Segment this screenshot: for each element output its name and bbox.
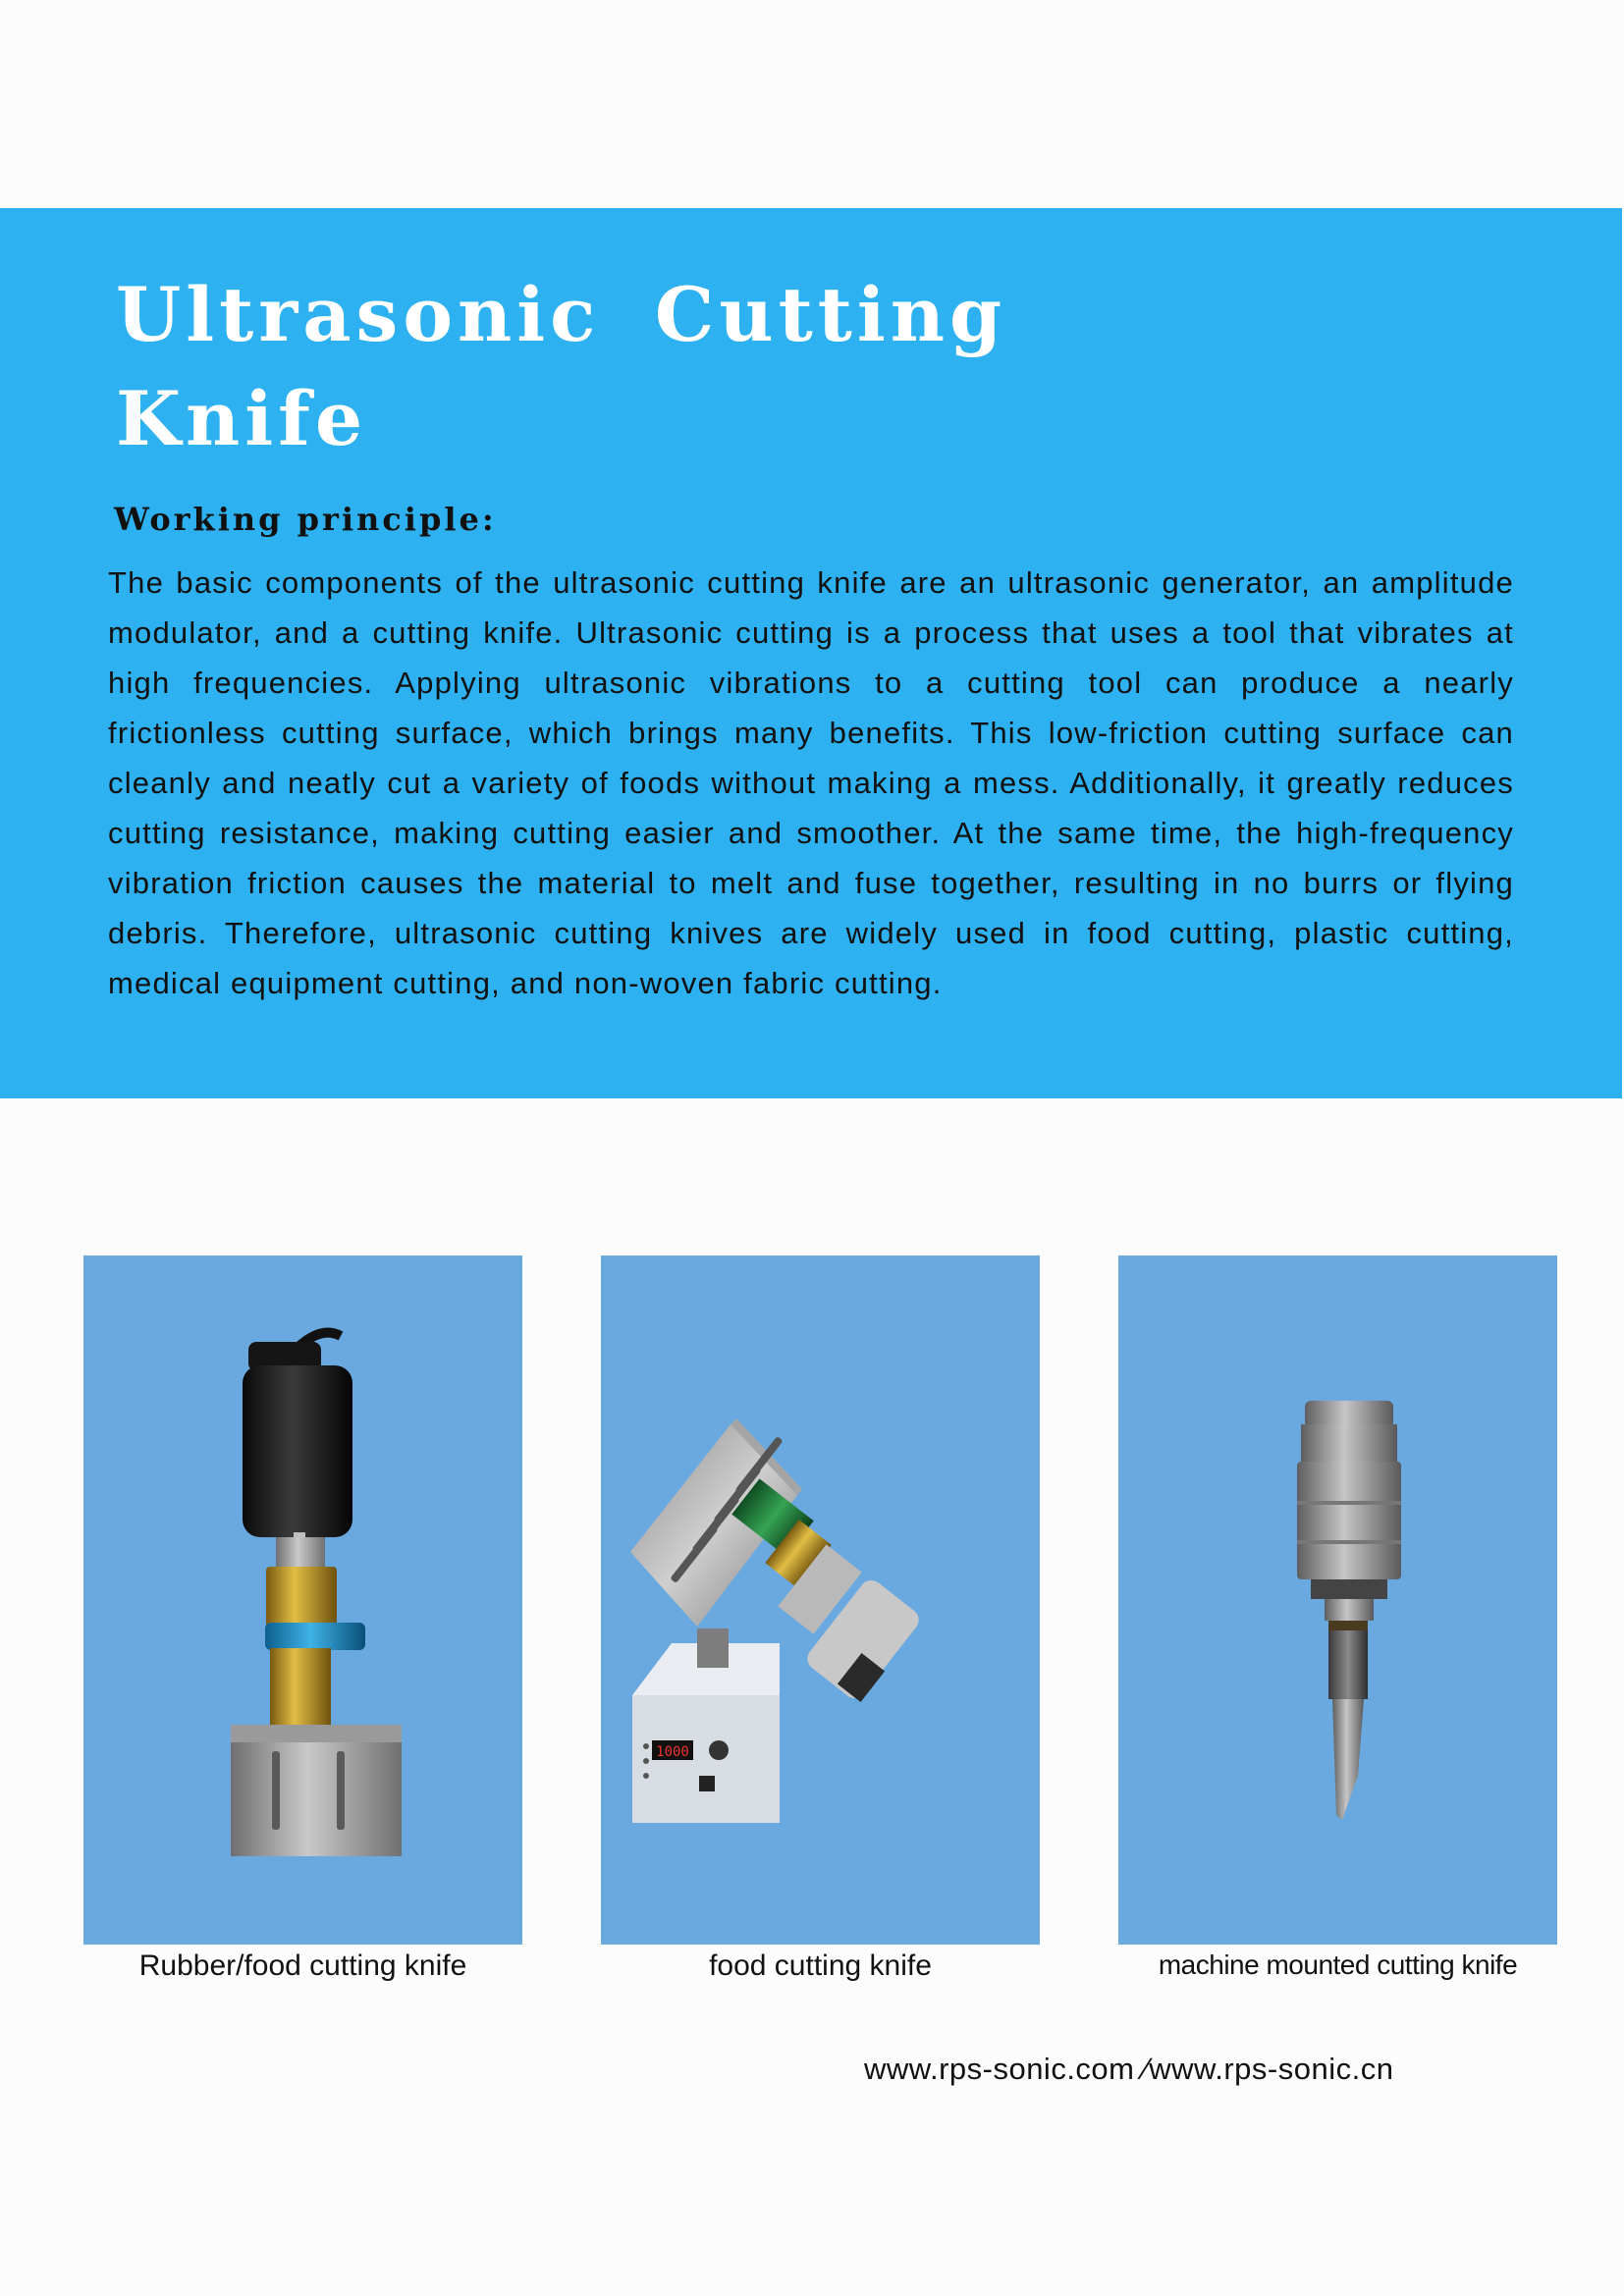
principle-paragraph: The basic components of the ultrasonic cutting knife are an ultrasonic generator, an amplitude modulator, and a cutting knife. Ultrasonic cutting is a process that uses a tool that vibrates at high frequencies. Applying ultrasonic vibrations to a cutting tool can produce a nearly frictionless cutting surface, which brings many benefits. This low-friction cutting surface can cleanly and neatly cut a variety of foods without making a mess. Additionally, it greatly reduces cutting resistance, making cutting easier and smoother. At the same time, the high-frequency vibration friction causes the material to melt and fuse together, resulting in no burrs or flying debris. Therefore, ultrasonic cutting knives are widely used in food cutting, plastic cutting, medical equipment cutting, and non-woven fabric cutting.	[108, 565, 1514, 1000]
title-line-1: Ultrasonic Cutting	[116, 271, 1007, 358]
machine-mounted-knife-illustration	[1118, 1255, 1557, 1945]
caption-rubber-food-knife: Rubber/food cutting knife	[138, 1949, 467, 1982]
generator-display-readout: 1000	[656, 1744, 689, 1760]
product-photo-food-knife	[601, 1255, 1040, 1945]
title-line-2: Knife	[116, 375, 368, 462]
footer-website-links[interactable]: www.rps-sonic.com ∕www.rps-sonic.cn	[864, 2052, 1394, 2086]
handheld-knife-illustration	[83, 1255, 522, 1945]
section-subtitle: Working principle:	[114, 501, 497, 538]
product-photo-machine-mounted-knife	[1118, 1255, 1557, 1945]
food-knife-generator-illustration	[601, 1255, 1040, 1945]
caption-machine-mounted-knife: machine mounted cutting knife	[1158, 1949, 1518, 1980]
caption-food-knife: food cutting knife	[709, 1949, 932, 1982]
product-photo-rubber-food-knife	[83, 1255, 522, 1945]
page-title	[116, 263, 1006, 471]
